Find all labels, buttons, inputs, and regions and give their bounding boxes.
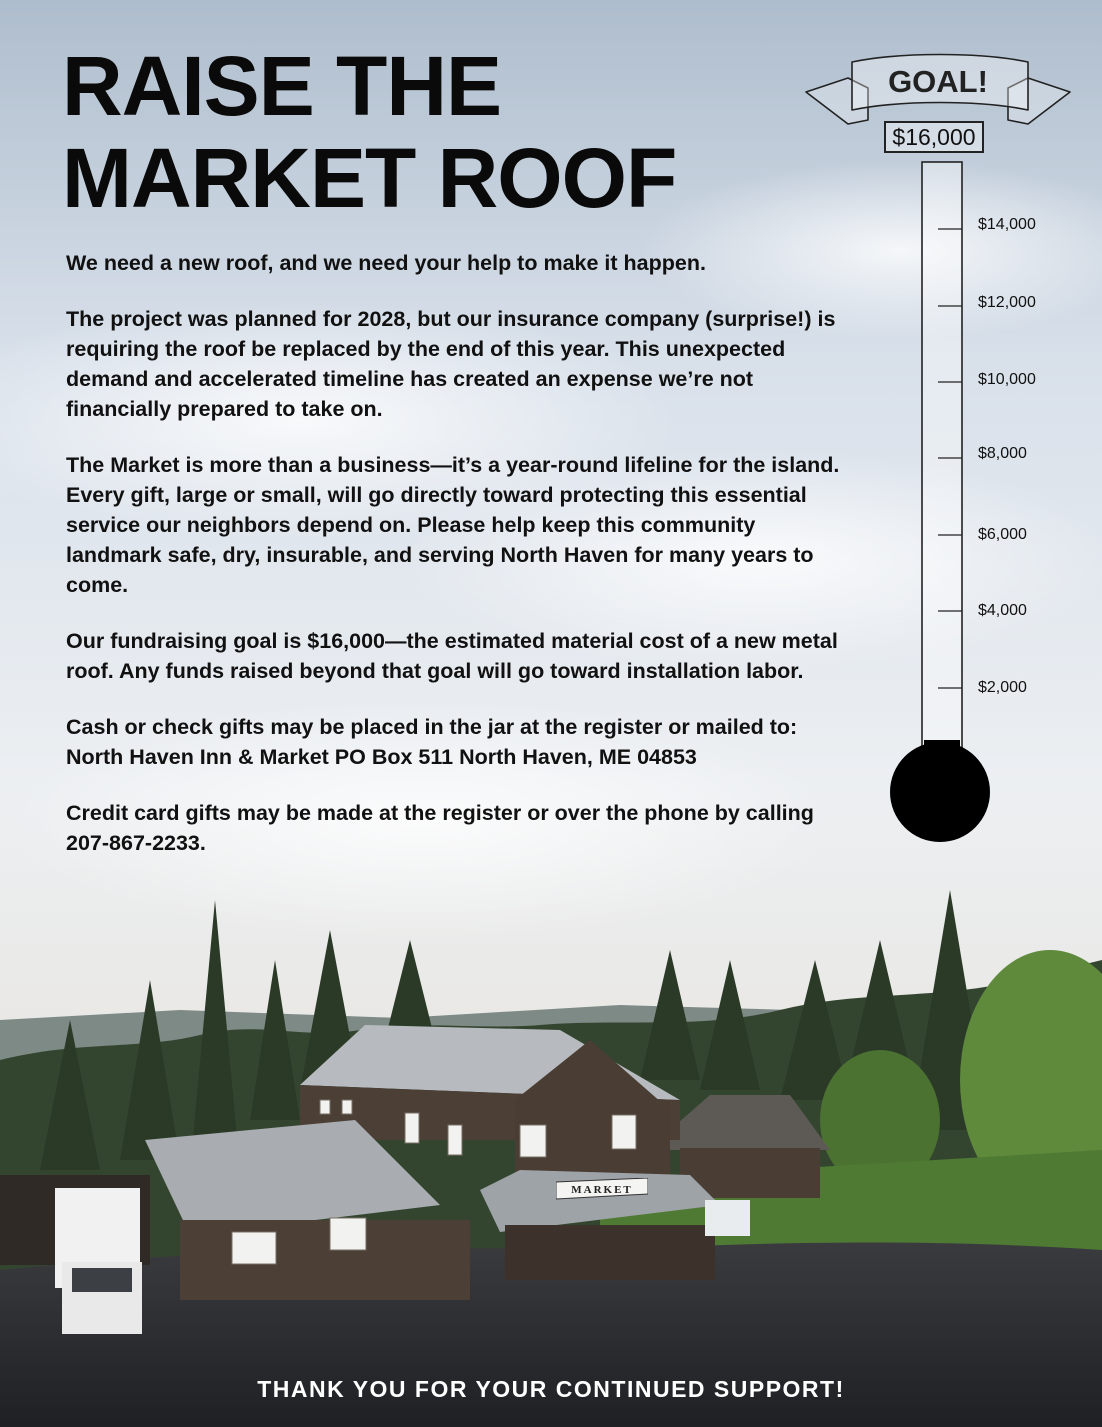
thermometer-tube [922,162,962,764]
paragraph-lifeline: The Market is more than a business—it’s a year-round lifeline for the island. Every gift, large or small, will go directly toward protecting this essential service our neighbors depend on. Please help keep this community landmark safe, dry, insurable, and serving North Haven for many years to come. [66,453,840,597]
tick-label-8000: $8,000 [978,445,1027,462]
goal-amount: $16,000 [884,121,984,153]
paragraph-insurance: The project was planned for 2028, but our insurance company (surprise!) is requiring the roof be replaced by the end of this year. This unexpected demand and accelerated timeline has created an expense we’re not financially prepared to take on. [66,307,836,421]
tick-label-10000: $10,000 [978,371,1036,388]
paragraph-intro: We need a new roof, and we need your help to make it happen. [66,251,706,275]
goal-label: GOAL! [888,64,988,99]
thank-you-footer: THANK YOU FOR YOUR CONTINUED SUPPORT! [257,1376,845,1402]
market-sign-text: MARKET [571,1184,633,1196]
tick-label-6000: $6,000 [978,526,1027,543]
tick-label-4000: $4,000 [978,602,1027,619]
title-line-2: MARKET ROOF [62,131,677,225]
paragraph-cash-check: Cash or check gifts may be placed in the jar at the register or mailed to: North Haven Inn & Market PO Box 511 North Haven, ME 04853 [66,715,798,769]
paragraph-credit-card: Credit card gifts may be made at the register or over the phone by calling 207-867-2233. [66,801,814,855]
thermometer-bulb [890,742,990,842]
tick-label-2000: $2,000 [978,679,1027,696]
tick-label-12000: $12,000 [978,294,1036,311]
paragraph-goal: Our fundraising goal is $16,000—the estimated material cost of a new metal roof. Any funds raised beyond that goal will go toward installation labor. [66,629,838,683]
tick-label-14000: $14,000 [978,216,1036,233]
title-line-1: RAISE THE [62,39,502,133]
